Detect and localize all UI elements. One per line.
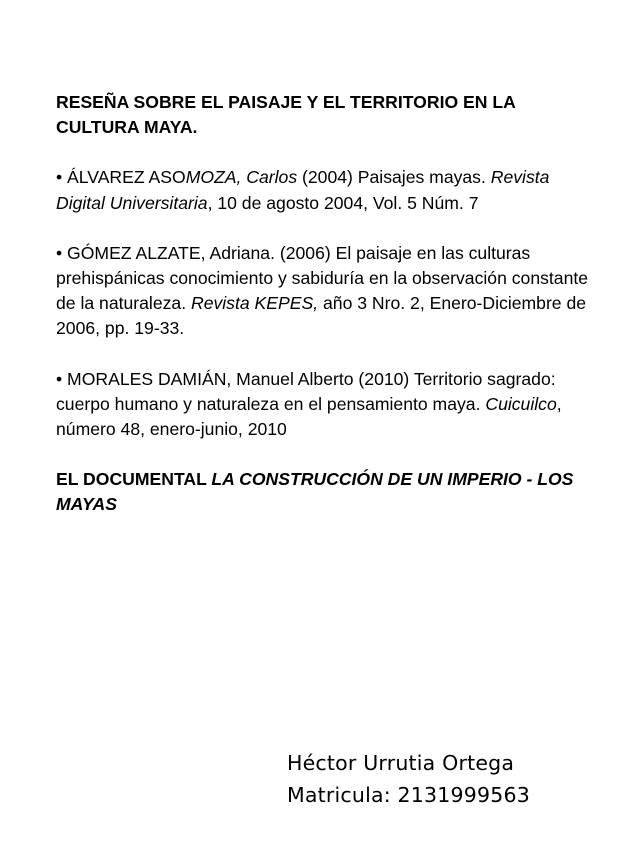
reference-2-rest: año 3 Nro. 2, Enero-Diciembre de 2006, pp. 19-33.	[56, 293, 587, 339]
documentary-title: LA CONSTRUCCIÓN DE UN IMPERIO - LOS MAYAS	[56, 469, 574, 515]
review-heading: RESEÑA SOBRE EL PAISAJE Y EL TERRITORIO EN LA CULTURA MAYA.	[56, 92, 516, 138]
author-id: Matricula: 2131999563	[287, 783, 530, 807]
documentary-label: EL DOCUMENTAL	[56, 469, 212, 490]
author-name: Héctor Urrutia Ortega	[287, 751, 515, 775]
reference-3	[56, 367, 596, 443]
author-block	[287, 747, 530, 811]
reference-3-rest: , número 48, enero-junio, 2010	[56, 393, 562, 440]
reference-1-journal: Revista Digital Universitaria	[56, 167, 550, 213]
review-content	[56, 90, 596, 518]
reference-1-year-title: (2004) Paisajes mayas.	[297, 167, 491, 188]
reference-1-author-italic: MOZA, Carlos	[185, 167, 298, 188]
reference-2-prefix: • GÓMEZ ALZATE, Adriana. (2006) El paisaje en las culturas prehispánicas conocimiento y sabiduría en la observación constante de la naturaleza.	[56, 242, 589, 314]
reference-3-prefix: • MORALES DAMIÁN, Manuel Alberto (2010) Territorio sagrado: cuerpo humano y naturaleza en el pensamiento maya.	[56, 368, 556, 414]
reference-1	[56, 165, 596, 215]
reference-1-prefix: • ÁLVAREZ ASO	[56, 167, 186, 188]
documentary-line	[56, 467, 596, 517]
reference-2-journal: Revista KEPES,	[190, 293, 319, 314]
reference-1-rest: , 10 de agosto 2004, Vol. 5 Núm. 7	[207, 192, 479, 213]
reference-3-journal: Cuicuilco	[485, 393, 557, 414]
reference-2	[56, 241, 596, 342]
